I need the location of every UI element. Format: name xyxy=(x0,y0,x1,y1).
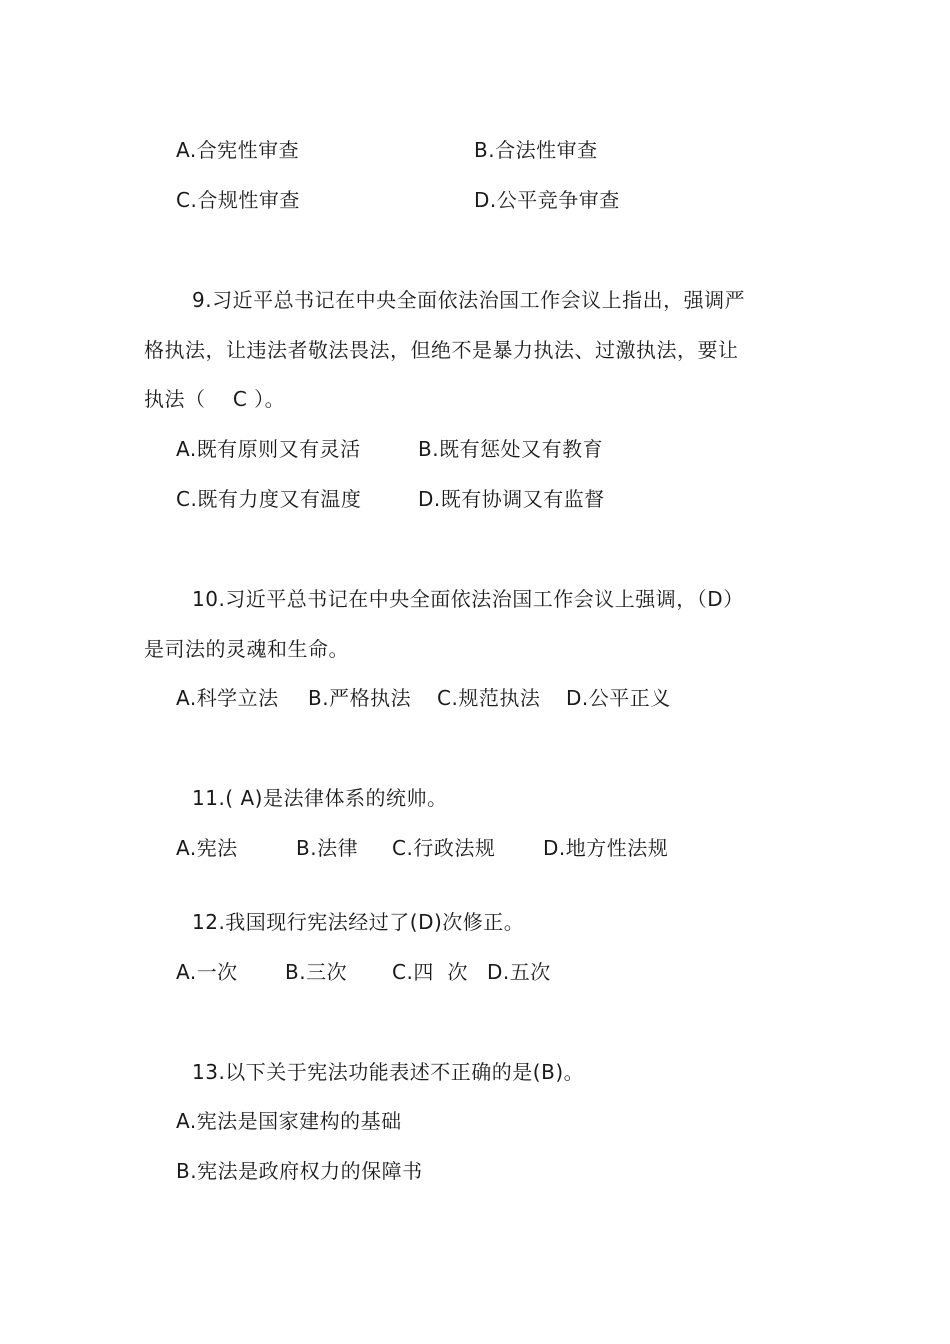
q13-option-a: A.宪法是国家建构的基础 xyxy=(176,1109,402,1133)
q10-question-line-2: 是司法的灵魂和生命。 xyxy=(144,637,349,661)
q10-option-a: A.科学立法 xyxy=(176,686,279,710)
q8-option-a: A.合宪性审查 xyxy=(176,138,300,162)
q9-question-line-3: 执法（ C ）。 xyxy=(144,387,286,411)
q11-option-d: D.地方性法规 xyxy=(543,836,669,860)
q11-option-c: C.行政法规 xyxy=(392,836,496,860)
q9-option-d: D.既有协调又有监督 xyxy=(418,487,605,511)
q9-question-line-1: 9.习近平总书记在中央全面依法治国工作会议上指出，强调严 xyxy=(192,288,746,312)
q12-option-c: C.四 次 xyxy=(392,960,469,984)
q9-option-a: A.既有原则又有灵活 xyxy=(176,437,361,461)
q9-option-b: B.既有惩处又有教育 xyxy=(418,437,604,461)
q10-option-b: B.严格执法 xyxy=(308,686,412,710)
q11-option-b: B.法律 xyxy=(296,836,359,860)
q8-option-d: D.公平竞争审查 xyxy=(474,188,620,212)
q12-option-b: B.三次 xyxy=(285,960,348,984)
q12-option-d: D.五次 xyxy=(487,960,551,984)
q8-option-b: B.合法性审查 xyxy=(474,138,598,162)
q13-option-b: B.宪法是政府权力的保障书 xyxy=(176,1159,423,1183)
q10-question-line-1: 10.习近平总书记在中央全面依法治国工作会议上强调，（D） xyxy=(192,587,744,611)
q9-question-line-2: 格执法，让违法者敬法畏法，但绝不是暴力执法、过激执法，要让 xyxy=(144,338,739,362)
q10-option-c: C.规范执法 xyxy=(437,686,541,710)
q12-option-a: A.一次 xyxy=(176,960,238,984)
q11-option-a: A.宪法 xyxy=(176,836,238,860)
q11-question-line-1: 11.( A)是法律体系的统帅。 xyxy=(192,786,448,810)
q10-option-d: D.公平正义 xyxy=(566,686,671,710)
q13-question-line-1: 13.以下关于宪法功能表述不正确的是(B)。 xyxy=(192,1060,585,1084)
q8-option-c: C.合规性审查 xyxy=(176,188,300,212)
q12-question-line-1: 12.我国现行宪法经过了(D)次修正。 xyxy=(192,910,525,934)
q9-option-c: C.既有力度又有温度 xyxy=(176,487,362,511)
